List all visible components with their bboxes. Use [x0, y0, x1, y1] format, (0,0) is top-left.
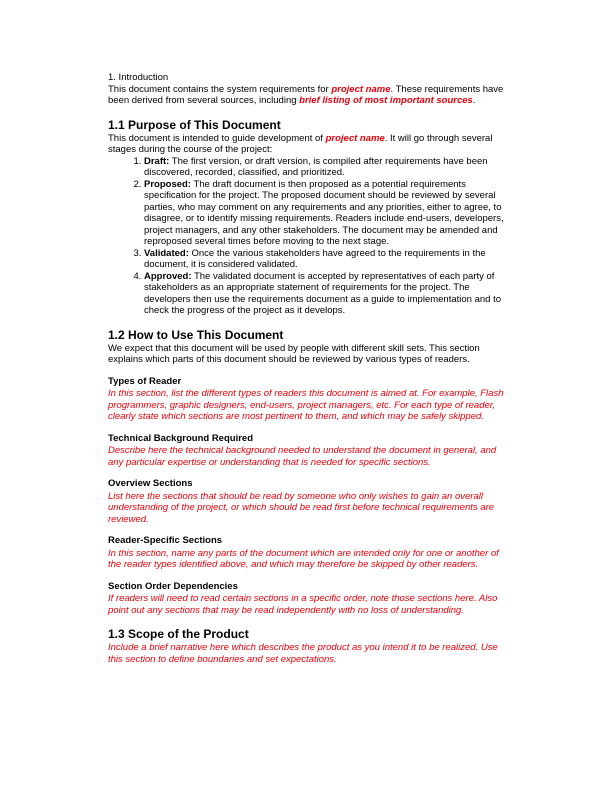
subsection-text: If readers will need to read certain sections in a specific order, note those sections here. Also point out any sections that may be read independently with no loss of understanding. [108, 593, 498, 616]
list-item: 3. Validated: Once the various stakeholders have agreed to the requirements in the document, it is considered validated. [144, 248, 504, 271]
subsection-text: In this section, name any parts of the document which are intended only for one or another of the reader types identified above, and which may therefore be skipped by other readers. [108, 547, 499, 570]
subsection-title: Section Order Dependencies [108, 580, 238, 592]
intro-paragraph: This document contains the system requirements for project name. These requirements have been derived from several sources, including brief listing of most important sources. [108, 83, 504, 106]
sources-placeholder: brief listing of most important sources [299, 95, 473, 106]
subsection-title: Types of Reader [108, 375, 182, 387]
scope-paragraph: Include a brief narrative here which describes the product as you intend it to be realized. Use this section to define boundaries and set expectations. [108, 642, 498, 665]
subsection-text: List here the sections that should be read by someone who only wishes to gain an overall understanding of the project, or which should be read first before technical requirements are reviewed. [108, 490, 495, 525]
project-name-placeholder: project name [325, 132, 385, 144]
stages-list [108, 156, 504, 317]
subsection-text: Describe here the technical background needed to understand the document in general, and any particular expertise or understanding that is needed for specific sections. [108, 445, 497, 468]
project-name-placeholder: project name [331, 83, 391, 95]
intro-heading: 1. Introduction [108, 72, 169, 83]
scope-heading: 1.3 Scope of the Product [108, 627, 249, 641]
list-item: 2. Proposed: The draft document is then proposed as a potential requirements specification for the project. The proposed document should be reviewed by several parties, who may comment on any requirements and any priorities, either to agree, to disagree, or to identify missing requirements. Readers include end-users, developers, project managers, and any other stakeholders. The document may be amended and reproposed several times before moving to the next stage. [144, 179, 504, 248]
how-to-use-heading: 1.2 How to Use This Document [108, 327, 284, 342]
subsection-title: Overview Sections [108, 478, 193, 489]
subsection-title: Reader-Specific Sections [108, 535, 223, 546]
list-item: 4. Approved: The validated document is accepted by representatives of each party of stakeholders as an appropriate statement of requirements for the project. The developers then use the requirements document as a guide to implementation and to check the progress of the project as it develops. [144, 271, 504, 317]
purpose-paragraph: This document is intended to guide development of project name. It will go through several stages during the course of the project: [108, 132, 493, 155]
purpose-heading: 1.1 Purpose of This Document [108, 117, 281, 132]
document-page [108, 72, 504, 665]
list-item: 1. Draft: The first version, or draft version, is compiled after requirements have been discovered, recorded, classified, and prioritized. [144, 156, 504, 179]
how-to-use-paragraph: We expect that this document will be used by people with different skill sets. This section explains which parts of this document should be reviewed by various types of readers. [108, 342, 480, 365]
subsection-text: In this section, list the different types of readers this document is aimed at. For example, Flash programmers, graphic designers, end-users, project managers, etc. For each type of reader, clearly state which sections are most pertinent to them, and which may be safely skipped. [108, 388, 504, 422]
subsection-title: Technical Background Required [108, 432, 253, 444]
